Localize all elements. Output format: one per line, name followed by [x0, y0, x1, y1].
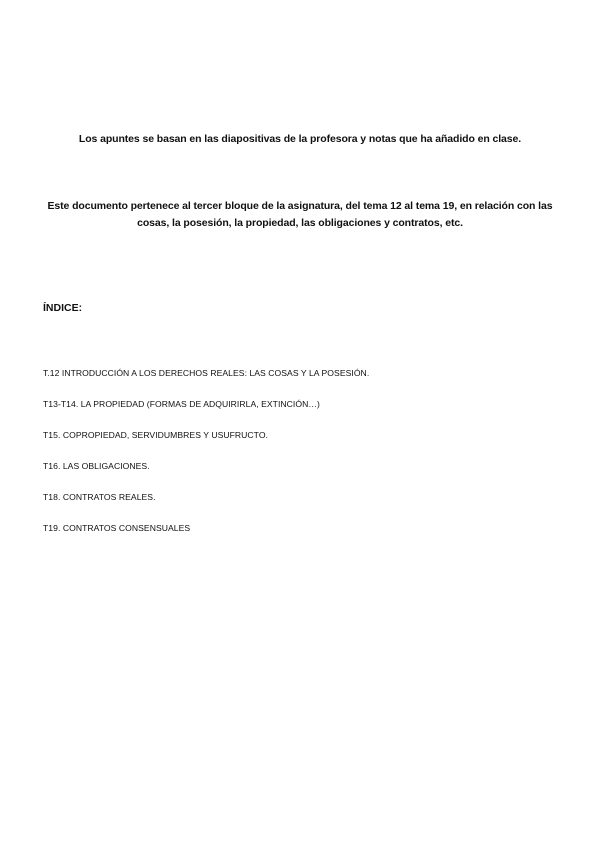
index-heading: ÍNDICE:	[43, 302, 83, 314]
intro-notes-source: Los apuntes se basan en las diapositivas de la profesora y notas que ha añadido en clase.	[78, 133, 522, 145]
toc-item-t15: T15. COPROPIEDAD, SERVIDUMBRES Y USUFRUCTO.	[43, 430, 268, 440]
toc-item-t13-t14: T13-T14. LA PROPIEDAD (FORMAS DE ADQUIRIRLA, EXTINCIÓN…)	[43, 399, 320, 409]
table-of-contents	[43, 366, 563, 552]
intro-block-description: Este documento pertenece al tercer bloque de la asignatura, del tema 12 al tema 19, en relación con las cosas, la posesión, la propiedad, las obligaciones y contratos, etc.	[47, 200, 553, 229]
toc-item-t16: T16. LAS OBLIGACIONES.	[43, 461, 150, 471]
toc-item-t12: T.12 INTRODUCCIÓN A LOS DERECHOS REALES: LAS COSAS Y LA POSESIÓN.	[43, 368, 370, 378]
toc-item-t19: T19. CONTRATOS CONSENSUALES	[43, 523, 191, 533]
toc-item-t18: T18. CONTRATOS REALES.	[43, 492, 156, 502]
